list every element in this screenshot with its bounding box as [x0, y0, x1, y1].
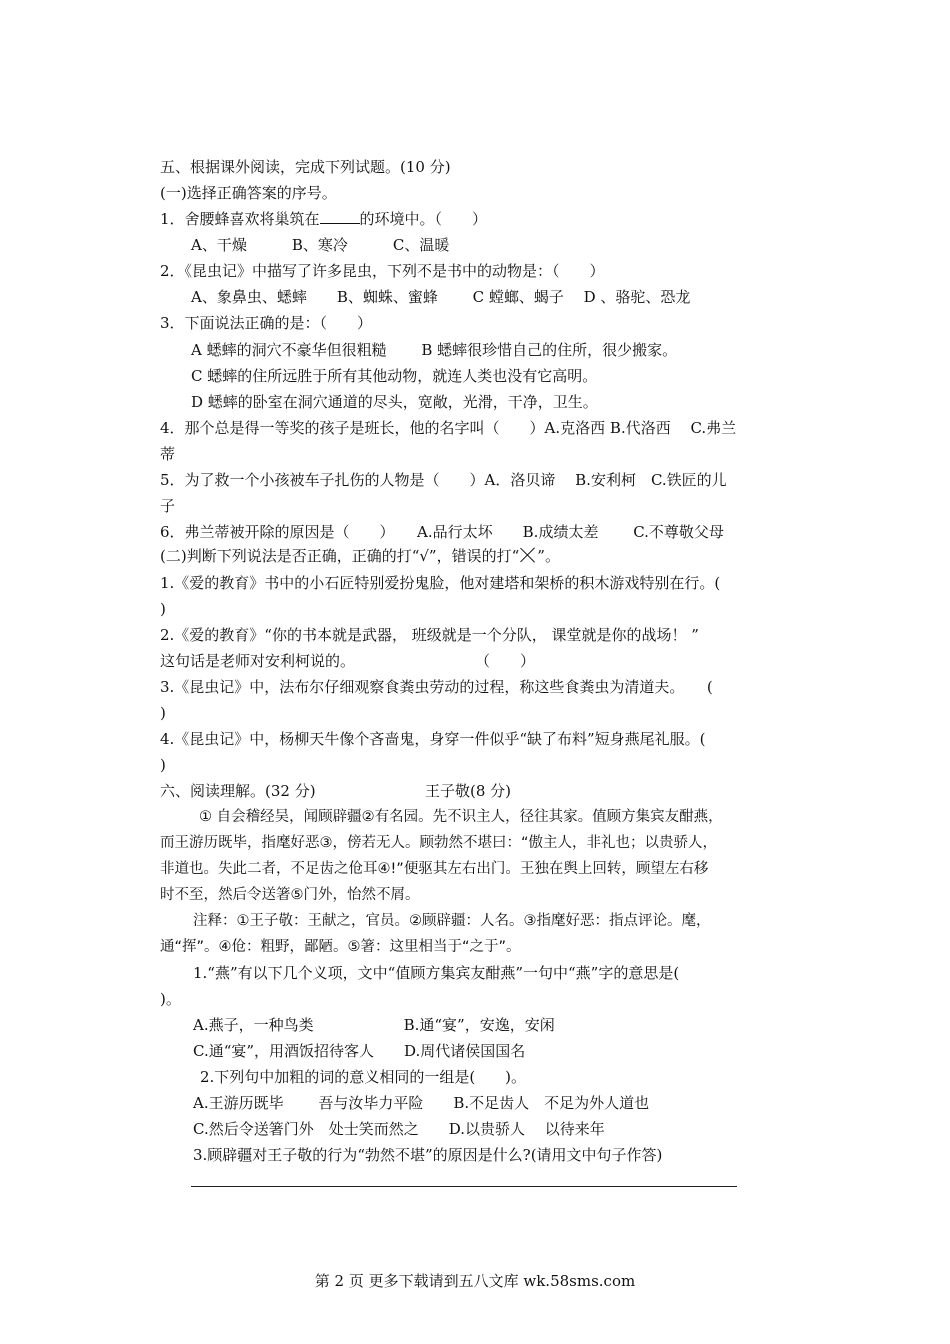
passage-line3: 非道也。失此二者，不足齿之伧耳④!”便驱其左右出门。王独在舆上回转，顾望左右移	[160, 861, 709, 877]
s6-q1-line1: 1.“燕”有以下几个义项，文中“值顾方集宾友酣燕”一句中“燕”字的意思是(	[193, 964, 680, 982]
s5-q3-option-d: D 蟋蟀的卧室在洞穴通道的尽头，宽敞，光滑，干净，卫生。	[191, 393, 598, 411]
s5-q2-options: A、象鼻虫、蟋蟀 B、蜘蛛、蜜蜂 C 螳螂、蝎子 D 、骆驼、恐龙	[191, 288, 691, 306]
judge-1-line1: 1.《爱的教育》书中的小石匠特别爱扮鬼脸，他对建塔和架桥的积木游戏特别在行。(	[160, 574, 721, 592]
s5-q1-pre: 1．舍腰蜂喜欢将巢筑在	[160, 210, 320, 228]
judge-1-line2: )	[160, 600, 166, 618]
judge-4-line1: 4.《昆虫记》中，杨柳天牛像个吝啬鬼，身穿一件似乎“缺了布料”短身燕尾礼服。(	[160, 730, 706, 748]
judge-4-line2: )	[160, 756, 166, 774]
page-footer: 第 2 页 更多下载请到五八文库 wk.58sms.com	[314, 1272, 636, 1290]
passage-line1: ① 自会稽经吴，闻顾辟疆②有名园。先不识主人，径往其家。值顾方集宾友酣燕，	[199, 809, 723, 825]
answer-line	[191, 1186, 737, 1187]
s5-q3-option-c: C 蟋蟀的住所远胜于所有其他动物，就连人类也没有它高明。	[191, 367, 598, 385]
section5-heading: 五、根据课外阅读，完成下列试题。(10 分)	[160, 158, 451, 176]
s5-q5-line1: 5．为了救一个小孩被车子扎伤的人物是（ ）A．洛贝谛 B.安利柯 C.铁匠的儿	[160, 471, 727, 489]
s5-q2: 2．《昆虫记》中描写了许多昆虫，下列不是书中的动物是：（ ）	[160, 262, 605, 280]
s6-q2-options-ab: A.王游历既毕 吾与汝毕力平险 B.不足齿人 不足为外人道也	[193, 1094, 650, 1112]
s6-q1-options-ab: A.燕子，一种鸟类 B.通“宴”，安逸，安闲	[193, 1016, 555, 1034]
passage-line2: 而王游历既毕，指麾好恶③，傍若无人。顾勃然不堪曰：“傲主人，非礼也；以贵骄人，	[160, 835, 718, 851]
s5-q1-post: 的环境中。（ ）	[359, 210, 488, 228]
s6-q3: 3.顾辟疆对王子敬的行为“勃然不堪”的原因是什么?(请用文中句子作答)	[193, 1146, 663, 1164]
judge-3-line1: 3.《昆虫记》中，法布尔仔细观察食粪虫劳动的过程，称这些食粪虫为清道夫。 (	[160, 678, 713, 696]
part2-post: ”。	[537, 547, 560, 565]
judge-3-line2: )	[160, 704, 166, 722]
answer-blank	[320, 209, 360, 224]
s6-q2-options-cd: C.然后令送箸门外 处士笑而然之 D.以贵骄人 以待来年	[193, 1120, 605, 1138]
s6-q1-line2: )。	[160, 990, 181, 1008]
passage-line4: 时不至，然后令送箸⑤门外，怡然不屑。	[160, 887, 420, 903]
part2-pre: (二)判断下列说法是否正确，正确的打“√”，错误的打“	[160, 547, 520, 565]
s5-q4-line1: 4．那个总是得一等奖的孩子是班长，他的名字叫（ ）A.克洛西 B.代洛西 C.弗兰	[160, 419, 737, 437]
s6-q1-options-cd: C.通“宴”，用酒饭招待客人 D.周代诸侯国国名	[193, 1042, 526, 1060]
passage-title: 王子敬(8 分)	[425, 782, 512, 800]
s5-q5-line2: 子	[160, 497, 176, 515]
section5-part2-heading	[160, 546, 560, 566]
s5-q3: 3．下面说法正确的是：（ ）	[160, 314, 373, 332]
s5-q1-options: A、干燥 B、寒冷 C、温暖	[191, 236, 450, 254]
s6-q2: 2.下列句中加粗的词的意义相同的一组是( )。	[200, 1068, 527, 1086]
s5-q3-option-ab: A 蟋蟀的洞穴不豪华但很粗糙 B 蟋蟀很珍惜自己的住所，很少搬家。	[191, 341, 678, 359]
judge-2-line1: 2.《爱的教育》“你的书本就是武器， 班级就是一个分队， 课堂就是你的战场！ ”	[160, 626, 699, 644]
judge-2-line2: 这句话是老师对安利柯说的。 （ ）	[160, 652, 536, 670]
section6-heading: 六、阅读理解。(32 分)	[160, 782, 316, 800]
s5-q1	[160, 209, 487, 229]
notes-line2: 通“挥”。④伧：粗野，鄙陋。⑤箸：这里相当于“之于”。	[160, 939, 521, 955]
notes-line1: 注释：①王子敬：王献之，官员。②顾辟疆：人名。③指麾好恶：指点评论。麾，	[193, 913, 711, 929]
section5-part1-heading: (一)选择正确答案的序号。	[160, 184, 337, 202]
cross-mark-icon	[519, 546, 537, 564]
s5-q4-line2: 蒂	[160, 445, 176, 463]
s5-q6: 6．弗兰蒂被开除的原因是（ ） A.品行太坏 B.成绩太差 C.不尊敬父母	[160, 523, 724, 541]
